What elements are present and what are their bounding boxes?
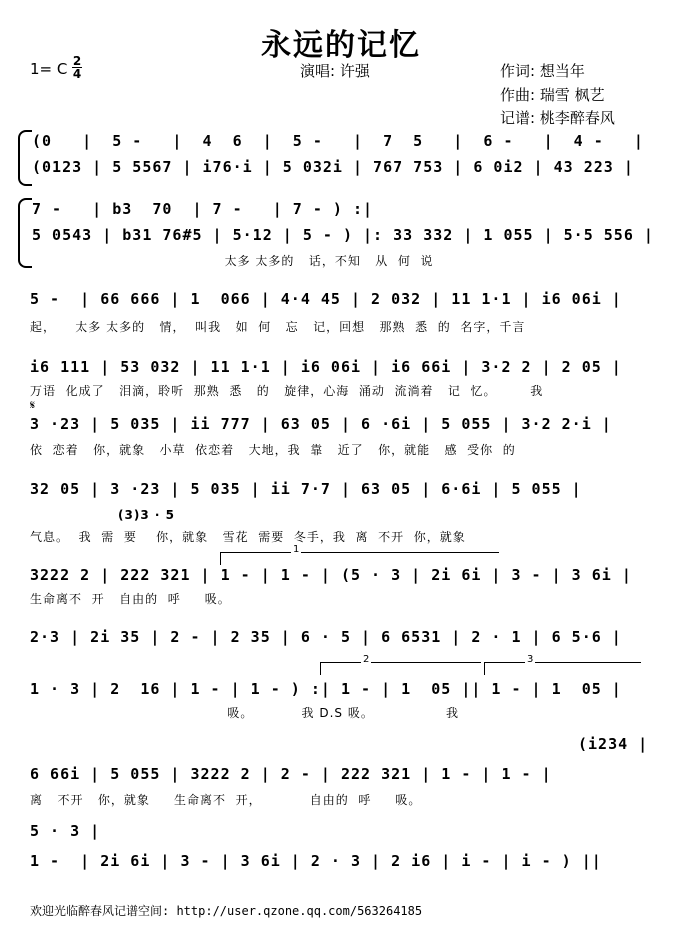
alternate-notes: (3)3 · 5 — [118, 508, 175, 522]
score-system-1 — [18, 130, 646, 190]
score-system-3 — [18, 290, 646, 340]
score-system-9 — [18, 654, 646, 722]
lyricist-credit: 作词: 想当年 — [500, 62, 585, 80]
key-signature: 1= C — [30, 60, 68, 78]
volta-bracket-3 — [484, 654, 641, 675]
lyric-line: 依 恋着 你，就象 小草 依恋着 大地，我 靠 近了 你，就能 感 受你 的 — [30, 443, 516, 457]
time-top: 2 — [72, 54, 82, 68]
score-system-4 — [18, 358, 646, 408]
melody-line: 6 66i | 5 055 | 3222 2 | 2 - | 222 321 | 1 - | 1 - | — [30, 765, 552, 783]
volta-number: 3 — [527, 654, 534, 665]
lower-staff-line: 5 0543 | b31 76#5 | 5·12 | 5 - ) |: 33 332 | 1 055 | 5·5 556 | — [32, 226, 654, 244]
system-brace — [18, 130, 32, 186]
volta-bracket-2 — [320, 654, 481, 675]
page-title: 永远的记忆 — [261, 28, 421, 63]
score-system-8 — [18, 628, 646, 658]
lyric-line: 太多 太多的 话，不知 从 何 说 — [32, 254, 434, 268]
lyric-line: 吸。 我 D.S 吸。 我 — [30, 706, 460, 720]
transcriber-credit: 记谱: 桃李醉春风 — [500, 109, 615, 127]
footer-credit: 欢迎光临醉春风记谱空间: http://user.qzone.qq.com/563264185 — [30, 904, 423, 918]
upper-notes: 5 · 3 | — [30, 822, 101, 840]
melody-line: 5 - | 66 666 | 1 066 | 4·4 45 | 2 032 | 11 1·1 | i6 06i | — [30, 290, 622, 308]
melody-line: 1 - | 2i 6i | 3 - | 3 6i | 2 · 3 | 2 i6 | i - | i - ) || — [30, 852, 602, 870]
score-system-6 — [18, 480, 646, 550]
lyric-line: 万语 化成了 泪滴，聆听 那熟 悉 的 旋律，心海 涌动 流淌着 记 忆。 我 — [30, 384, 544, 398]
melody-line: 3222 2 | 222 321 | 1 - | 1 - | (5 · 3 | 2i 6i | 3 - | 3 6i | — [30, 566, 632, 584]
melody-line: 32 05 | 3 ·23 | 5 035 | ii 7·7 | 63 05 | 6·6i | 5 055 | — [30, 480, 582, 498]
volta-number: 2 — [363, 654, 370, 665]
score-system-2 — [18, 198, 654, 270]
score-system-5 — [18, 415, 646, 465]
system-brace — [18, 198, 32, 268]
melody-line: 3 ·23 | 5 035 | ii 777 | 63 05 | 6 ·6i | 5 055 | 3·2 2·i | — [30, 415, 612, 433]
melody-line: 2·3 | 2i 35 | 2 - | 2 35 | 6 · 5 | 6 6531 | 2 · 1 | 6 5·6 | — [30, 628, 622, 646]
melody-line: 1 · 3 | 2 16 | 1 - | 1 - ) :| 1 - | 1 05 || 1 - | 1 05 | — [30, 680, 622, 698]
score-system-10 — [18, 735, 649, 807]
lyric-line: 气息。 我 需 要 你，就象 雪花 需要 冬手，我 离 不开 你，就象 — [30, 530, 466, 544]
composer-credit: 作曲: 瑞雪 枫艺 — [500, 86, 605, 104]
volta-bracket-1 — [220, 544, 499, 565]
lyric-line: 起， 太多 太多的 情， 叫我 如 何 忘 记，回想 那熟 悉 的 名字，千言 — [30, 320, 526, 334]
time-bottom: 4 — [72, 67, 82, 81]
intro-notes: (i234 | — [578, 735, 649, 753]
segno-sign: 𝄋 — [30, 398, 36, 412]
upper-staff-line: 7 - | b3 70 | 7 - | 7 - ) :| — [32, 200, 374, 218]
melody-line: i6 111 | 53 032 | 11 1·1 | i6 06i | i6 66i | 3·2 2 | 2 05 | — [30, 358, 622, 376]
singer-credit: 演唱: 许强 — [300, 62, 370, 80]
volta-number: 1 — [293, 544, 300, 555]
time-signature — [72, 56, 82, 79]
upper-staff-line: (0 | 5 - | 4 6 | 5 - | 7 5 | 6 - | 4 - | — [32, 132, 644, 150]
lyric-line: 生命离不 开 自由的 呼 吸。 — [30, 592, 231, 606]
lyric-line: 离 不开 你，就象 生命离不 开， 自由的 呼 吸。 — [30, 793, 422, 807]
lower-staff-line: (0123 | 5 5567 | i76·i | 5 032i | 767 753 | 6 0i2 | 43 223 | — [32, 158, 634, 176]
score-system-7 — [18, 544, 646, 608]
score-system-11 — [18, 822, 646, 882]
